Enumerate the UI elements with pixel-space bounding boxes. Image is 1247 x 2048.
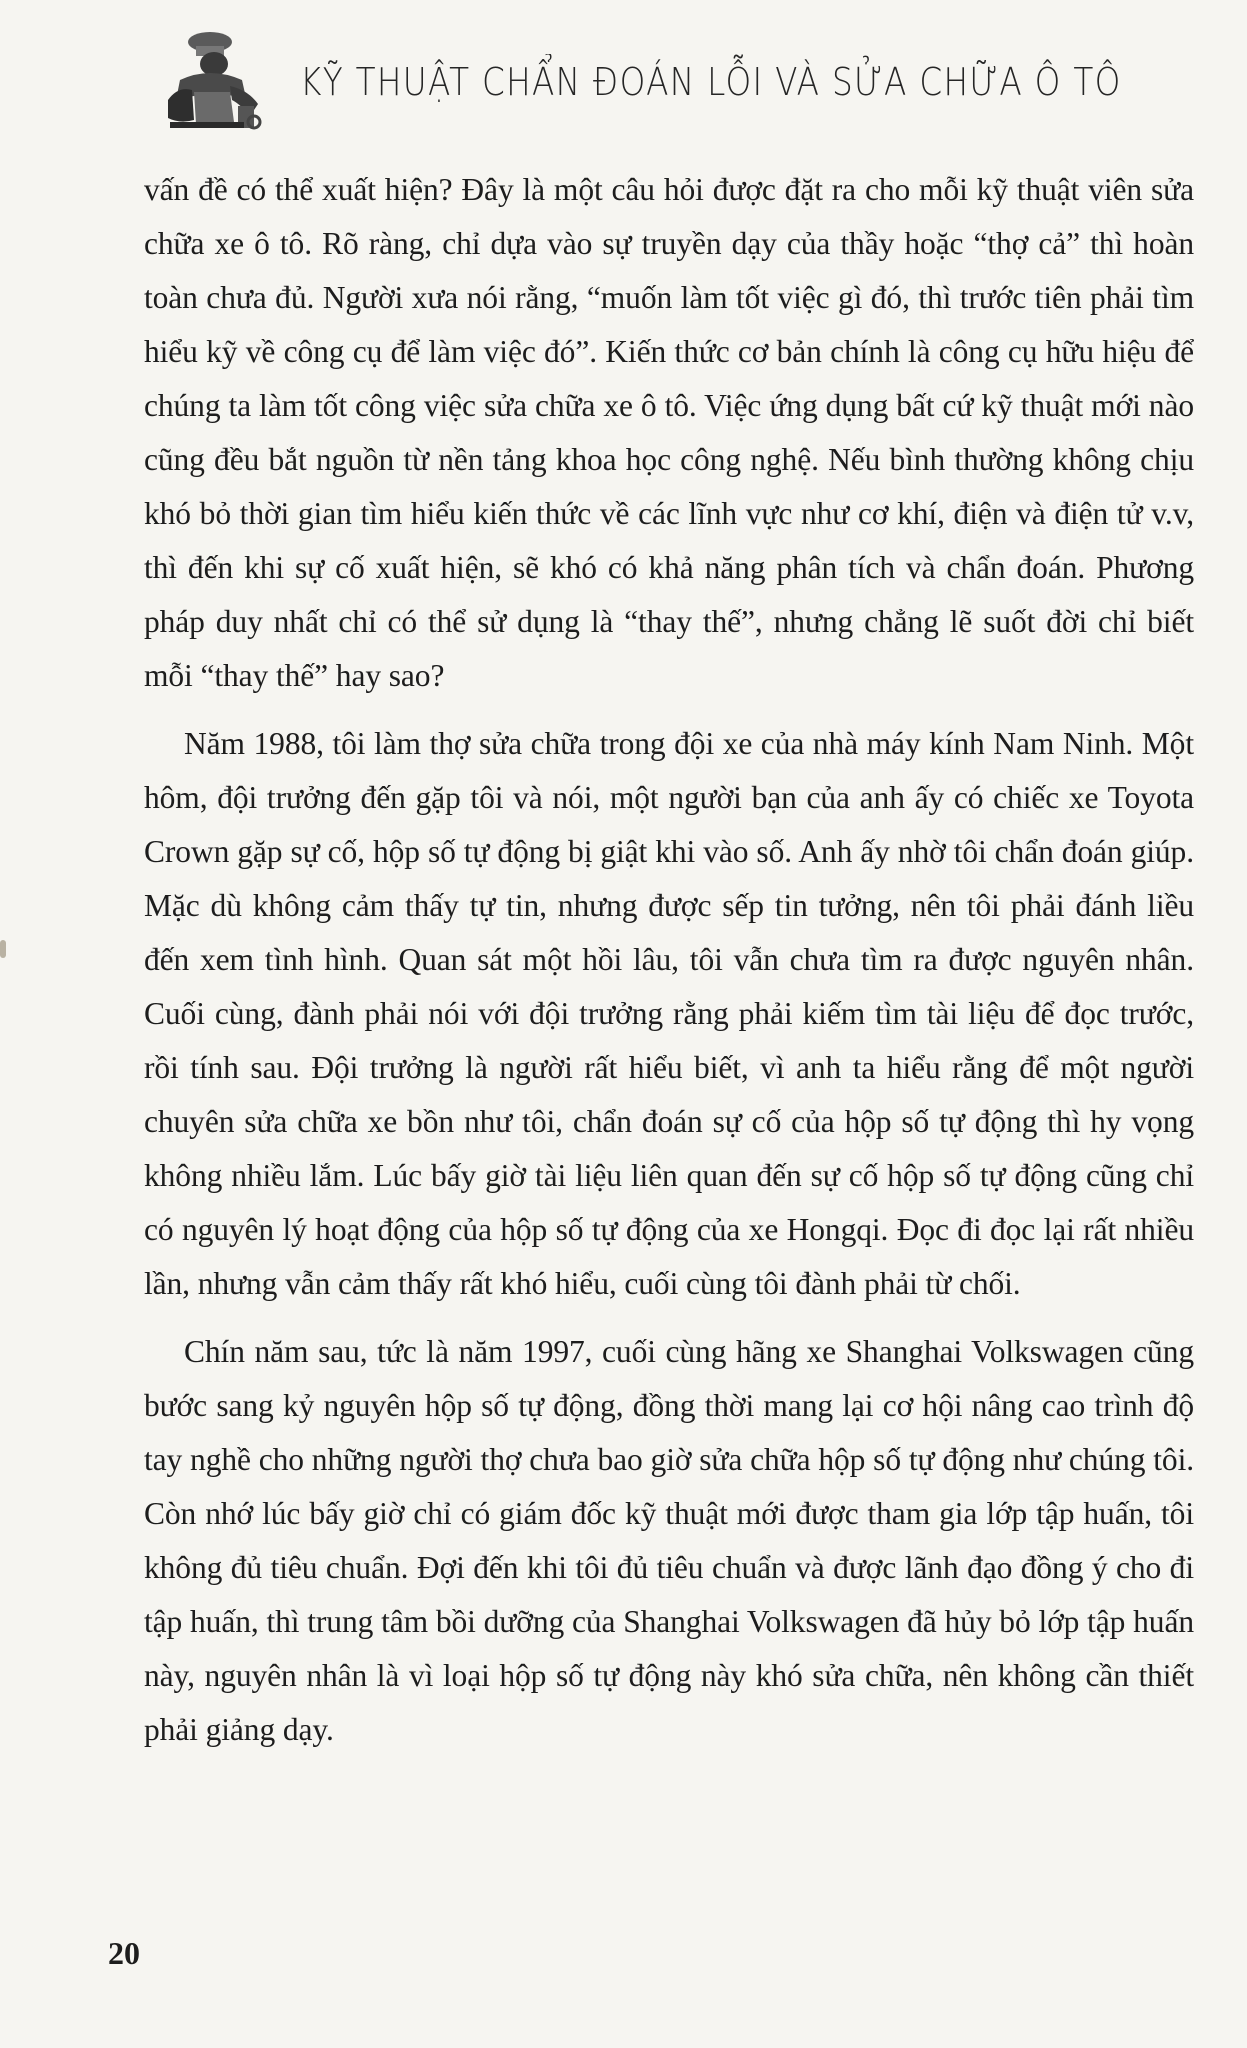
page-number: 20 xyxy=(108,1935,140,1971)
paragraph-2: Năm 1988, tôi làm thợ sửa chữa trong đội xe của nhà máy kính Nam Ninh. Một hôm, đội trưởng đến gặp tôi và nói, một người bạn của anh ấy có chiếc xe Toyota Crown gặp sự cố, hộp số tự động bị giật khi vào số. Anh ấy nhờ tôi chẩn đoán giúp. Mặc dù không cảm thấy tự tin, nhưng được sếp tin tưởng, nên tôi phải đánh liều đến xem tình hình. Quan sát một hồi lâu, tôi vẫn chưa tìm ra được nguyên nhân. Cuối cùng, đành phải nói với đội trưởng rằng phải kiếm tìm tài liệu để đọc trước, rồi tính sau. Đội trưởng là người rất hiểu biết, vì anh ta hiểu rằng để một người chuyên sửa chữa xe bồn như tôi, chẩn đoán sự cố của hộp số tự động thì hy vọng không nhiều lắm. Lúc bấy giờ tài liệu liên quan đến sự cố hộp số tự động cũng chỉ có nguyên lý hoạt động của hộp số tự động của xe Hongqi. Đọc đi đọc lại rất nhiều lần, nhưng vẫn cảm thấy rất khó hiểu, cuối cùng tôi đành phải từ chối. xyxy=(144,726,1194,1301)
header-title: KỸ THUẬT CHẨN ĐOÁN LỖI VÀ SỬA CHỮA Ô TÔ xyxy=(300,60,1122,104)
main-text xyxy=(144,163,1194,1757)
page-edge-mark xyxy=(0,940,6,958)
mechanic-illustration-icon xyxy=(150,20,270,140)
paragraph-3: Chín năm sau, tức là năm 1997, cuối cùng hãng xe Shanghai Volkswagen cũng bước sang kỷ nguyên hộp số tự động, đồng thời mang lại cơ hội nâng cao trình độ tay nghề cho những người thợ chưa bao giờ sửa chữa hộp số tự động như chúng tôi. Còn nhớ lúc bấy giờ chỉ có giám đốc kỹ thuật mới được tham gia lớp tập huấn, tôi không đủ tiêu chuẩn. Đợi đến khi tôi đủ tiêu chuẩn và được lãnh đạo đồng ý cho đi tập huấn, thì trung tâm bồi dưỡng của Shanghai Volkswagen đã hủy bỏ lớp tập huấn này, nguyên nhân là vì loại hộp số tự động này khó sửa chữa, nên không cần thiết phải giảng dạy. xyxy=(144,1334,1194,1747)
running-header xyxy=(150,20,1150,140)
paragraph-1: vấn đề có thể xuất hiện? Đây là một câu hỏi được đặt ra cho mỗi kỹ thuật viên sửa chữa xe ô tô. Rõ ràng, chỉ dựa vào sự truyền dạy của thầy hoặc “thợ cả” thì hoàn toàn chưa đủ. Người xưa nói rằng, “muốn làm tốt việc gì đó, thì trước tiên phải tìm hiểu kỹ về công cụ để làm việc đó”. Kiến thức cơ bản chính là công cụ hữu hiệu để chúng ta làm tốt công việc sửa chữa xe ô tô. Việc ứng dụng bất cứ kỹ thuật mới nào cũng đều bắt nguồn từ nền tảng khoa học công nghệ. Nếu bình thường không chịu khó bỏ thời gian tìm hiểu kiến thức về các lĩnh vực như cơ khí, điện và điện tử v.v, thì đến khi sự cố xuất hiện, sẽ khó có khả năng phân tích và chẩn đoán. Phương pháp duy nhất chỉ có thể sử dụng là “thay thế”, nhưng chẳng lẽ suốt đời chỉ biết mỗi “thay thế” hay sao? xyxy=(144,172,1194,693)
